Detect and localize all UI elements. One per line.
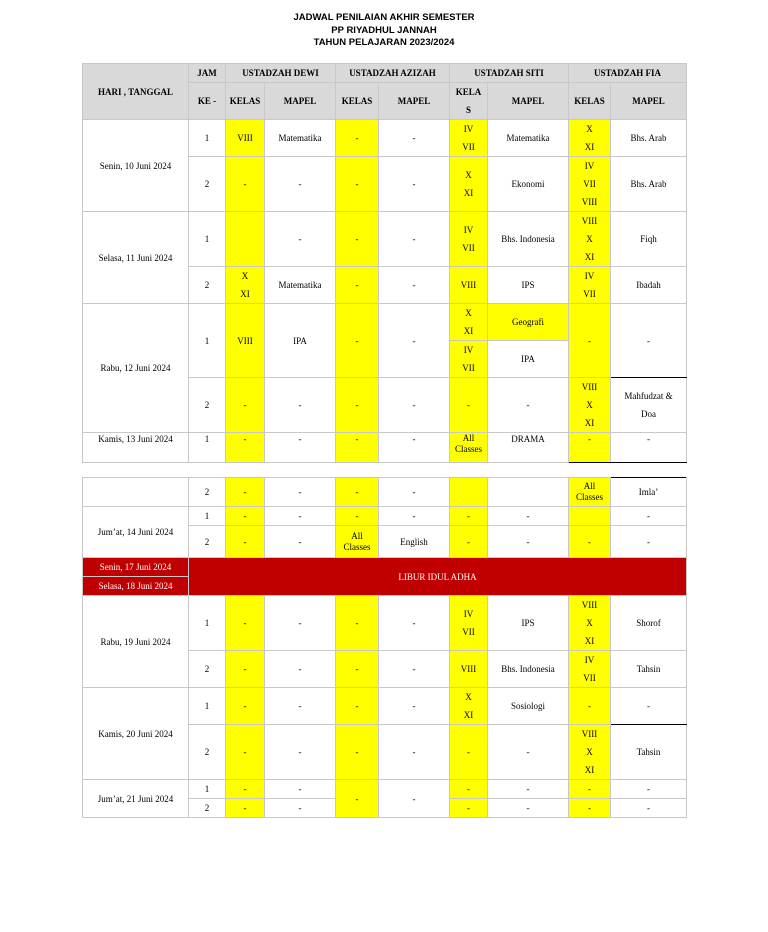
table-row (83, 304, 687, 341)
jam-cell: 1 (189, 304, 226, 378)
mapel-cell: - (611, 799, 687, 818)
schedule-table-part-1 (82, 63, 687, 463)
mapel-cell: - (265, 212, 336, 267)
kelas-cell: - (336, 688, 379, 725)
mapel-cell: - (265, 478, 336, 507)
holiday-row (83, 558, 687, 577)
mapel-cell: - (488, 526, 569, 558)
kelas-cell: - (336, 120, 379, 157)
mapel-cell: - (265, 596, 336, 651)
header-row-1 (83, 64, 687, 83)
mapel-cell: - (379, 780, 450, 818)
kelas-cell: - (336, 378, 379, 433)
mapel-cell: Bhs. Arab (611, 157, 687, 212)
mapel-cell: Fiqh (611, 212, 687, 267)
mapel-cell: Mahfudzat & Doa (611, 378, 687, 433)
mapel-cell: - (379, 120, 450, 157)
day-cell (83, 478, 189, 507)
mapel-cell: - (265, 433, 336, 463)
kelas-cell: IV VII VIII (569, 157, 611, 212)
kelas-cell: - (336, 267, 379, 304)
kelas-cell: IV VII (450, 212, 488, 267)
table-row (83, 780, 687, 799)
kelas-cell: - (450, 799, 488, 818)
mapel-cell: Matematika (488, 120, 569, 157)
jam-cell: 2 (189, 725, 226, 780)
kelas-cell: All Classes (569, 478, 611, 507)
mapel-cell: Matematika (265, 120, 336, 157)
document-title (0, 12, 768, 50)
kelas-cell: - (569, 780, 611, 799)
mapel-cell: - (611, 780, 687, 799)
kelas-cell: VIII (226, 120, 265, 157)
kelas-cell (569, 507, 611, 526)
mapel-cell: Ekonomi (488, 157, 569, 212)
kelas-cell: - (226, 799, 265, 818)
kelas-cell: - (336, 433, 379, 463)
mapel-cell: - (379, 688, 450, 725)
day-cell: Rabu, 12 Juni 2024 (83, 304, 189, 433)
mapel-cell: - (379, 378, 450, 433)
table-row (83, 478, 687, 507)
header-teacher-azizah: USTADZAH AZIZAH (336, 64, 450, 83)
mapel-cell: - (488, 725, 569, 780)
mapel-cell: Imla’ (611, 478, 687, 507)
kelas-cell: - (336, 478, 379, 507)
kelas-cell: X XI (569, 120, 611, 157)
kelas-cell: All Classes (336, 526, 379, 558)
holiday-banner: LIBUR IDUL ADHA (189, 558, 687, 596)
kelas-cell: IV VII (450, 341, 488, 378)
mapel-cell: - (265, 688, 336, 725)
mapel-cell: IPA (488, 341, 569, 378)
kelas-cell: VIII (450, 651, 488, 688)
header-teacher-dewi: USTADZAH DEWI (226, 64, 336, 83)
day-cell: Senin, 10 Juni 2024 (83, 120, 189, 212)
day-cell: Jum’at, 14 Juni 2024 (83, 507, 189, 558)
header-jam-ke: KE - (189, 83, 226, 120)
header-mapel: MAPEL (488, 83, 569, 120)
day-cell: Kamis, 13 Juni 2024 (83, 433, 189, 463)
schedule-table-part-2 (82, 477, 687, 818)
kelas-cell: - (450, 526, 488, 558)
mapel-cell: - (611, 304, 687, 378)
kelas-cell: - (226, 688, 265, 725)
kelas-cell: IV VII (569, 267, 611, 304)
kelas-cell: X XI (450, 304, 488, 341)
jam-cell: 2 (189, 651, 226, 688)
jam-cell: 2 (189, 478, 226, 507)
kelas-cell: - (336, 304, 379, 378)
mapel-cell: English (379, 526, 450, 558)
day-cell: Rabu, 19 Juni 2024 (83, 596, 189, 688)
jam-cell: 2 (189, 378, 226, 433)
header-teacher-siti: USTADZAH SITI (450, 64, 569, 83)
jam-cell: 2 (189, 157, 226, 212)
header-kelas-wrapped: KELA S (450, 83, 488, 120)
kelas-cell: - (226, 157, 265, 212)
title-line-1: JADWAL PENILAIAN AKHIR SEMESTER (293, 12, 475, 23)
table-row (83, 507, 687, 526)
kelas-cell: - (226, 725, 265, 780)
kelas-cell: X XI (450, 157, 488, 212)
mapel-cell: Bhs. Arab (611, 120, 687, 157)
mapel-cell: - (265, 378, 336, 433)
kelas-cell: - (569, 304, 611, 378)
mapel-cell: - (379, 157, 450, 212)
kelas-cell: VIII (450, 267, 488, 304)
kelas-cell: - (336, 507, 379, 526)
mapel-cell: - (611, 433, 687, 463)
day-cell: Selasa, 11 Juni 2024 (83, 212, 189, 304)
mapel-cell: Bhs. Indonesia (488, 212, 569, 267)
mapel-cell: - (379, 596, 450, 651)
kelas-cell: - (336, 780, 379, 818)
header-kelas: KELAS (569, 83, 611, 120)
mapel-cell: - (265, 507, 336, 526)
kelas-cell: - (336, 725, 379, 780)
mapel-cell: - (265, 526, 336, 558)
mapel-cell: - (265, 799, 336, 818)
title-line-3: TAHUN PELAJARAN 2023/2024 (313, 37, 455, 48)
kelas-cell: IV VII (569, 651, 611, 688)
mapel-cell: - (379, 212, 450, 267)
mapel-cell: - (379, 267, 450, 304)
title-line-2: PP RIYADHUL JANNAH (331, 24, 437, 36)
jam-cell: 1 (189, 507, 226, 526)
kelas-cell: IV VII (450, 120, 488, 157)
table-row (83, 212, 687, 267)
mapel-cell: - (379, 507, 450, 526)
kelas-cell: - (336, 596, 379, 651)
kelas-cell: - (226, 478, 265, 507)
kelas-cell: VIII (226, 304, 265, 378)
mapel-cell: - (265, 157, 336, 212)
kelas-cell: VIII X XI (569, 212, 611, 267)
jam-cell: 1 (189, 688, 226, 725)
mapel-cell: - (488, 378, 569, 433)
mapel-cell: Geografi (488, 304, 569, 341)
mapel-cell: Bhs. Indonesia (488, 651, 569, 688)
kelas-cell: - (450, 780, 488, 799)
mapel-cell: - (379, 725, 450, 780)
jam-cell: 1 (189, 433, 226, 463)
day-cell: Selasa, 18 Juni 2024 (83, 577, 189, 596)
table-row (83, 433, 687, 463)
mapel-cell: IPA (265, 304, 336, 378)
mapel-cell: DRAMA (488, 433, 569, 463)
mapel-cell: - (379, 433, 450, 463)
mapel-cell: Matematika (265, 267, 336, 304)
jam-cell: 1 (189, 780, 226, 799)
kelas-cell: IV VII (450, 596, 488, 651)
kelas-cell: - (226, 780, 265, 799)
table-row (83, 120, 687, 157)
header-day: HARI , TANGGAL (83, 64, 189, 120)
table-row (83, 688, 687, 725)
jam-cell: 1 (189, 596, 226, 651)
mapel-cell: Tahsin (611, 651, 687, 688)
mapel-cell: - (488, 780, 569, 799)
kelas-cell: - (336, 651, 379, 688)
mapel-cell: - (488, 507, 569, 526)
kelas-cell: VIII X XI (569, 596, 611, 651)
kelas-cell: - (226, 651, 265, 688)
kelas-cell: X XI (450, 688, 488, 725)
day-cell: Jum’at, 21 Juni 2024 (83, 780, 189, 818)
jam-cell: 1 (189, 212, 226, 267)
mapel-cell: IPS (488, 596, 569, 651)
header-kelas: KELAS (226, 83, 265, 120)
mapel-cell: - (379, 478, 450, 507)
kelas-cell (450, 478, 488, 507)
header-teacher-fia: USTADZAH FIA (569, 64, 687, 83)
mapel-cell: - (611, 688, 687, 725)
header-jam: JAM (189, 64, 226, 83)
mapel-cell (488, 478, 569, 507)
mapel-cell: - (265, 780, 336, 799)
mapel-cell: - (379, 304, 450, 378)
mapel-cell: Sosiologi (488, 688, 569, 725)
mapel-cell: Tahsin (611, 725, 687, 780)
day-cell: Kamis, 20 Juni 2024 (83, 688, 189, 780)
kelas-cell: - (226, 526, 265, 558)
kelas-cell: VIII X XI (569, 378, 611, 433)
mapel-cell: Ibadah (611, 267, 687, 304)
kelas-cell: - (226, 433, 265, 463)
kelas-cell: All Classes (450, 433, 488, 463)
kelas-cell: - (569, 688, 611, 725)
kelas-cell: - (450, 378, 488, 433)
mapel-cell: - (611, 507, 687, 526)
header-kelas: KELAS (336, 83, 379, 120)
mapel-cell: - (611, 526, 687, 558)
kelas-cell: - (336, 157, 379, 212)
jam-cell: 2 (189, 526, 226, 558)
kelas-cell: VIII X XI (569, 725, 611, 780)
kelas-cell: - (450, 725, 488, 780)
header-mapel: MAPEL (379, 83, 450, 120)
kelas-cell: - (226, 378, 265, 433)
jam-cell: 2 (189, 799, 226, 818)
mapel-cell: IPS (488, 267, 569, 304)
mapel-cell: - (379, 651, 450, 688)
kelas-cell: - (226, 596, 265, 651)
header-mapel: MAPEL (611, 83, 687, 120)
jam-cell: 2 (189, 267, 226, 304)
kelas-cell: - (450, 507, 488, 526)
day-cell: Senin, 17 Juni 2024 (83, 558, 189, 577)
table-row (83, 596, 687, 651)
mapel-cell: - (488, 799, 569, 818)
jam-cell: 1 (189, 120, 226, 157)
mapel-cell: Shorof (611, 596, 687, 651)
kelas-cell: - (569, 433, 611, 463)
mapel-cell: - (265, 651, 336, 688)
kelas-cell: - (226, 507, 265, 526)
header-mapel: MAPEL (265, 83, 336, 120)
kelas-cell: - (336, 212, 379, 267)
kelas-cell: - (569, 526, 611, 558)
kelas-cell: - (569, 799, 611, 818)
kelas-cell (226, 212, 265, 267)
mapel-cell: - (265, 725, 336, 780)
kelas-cell: X XI (226, 267, 265, 304)
